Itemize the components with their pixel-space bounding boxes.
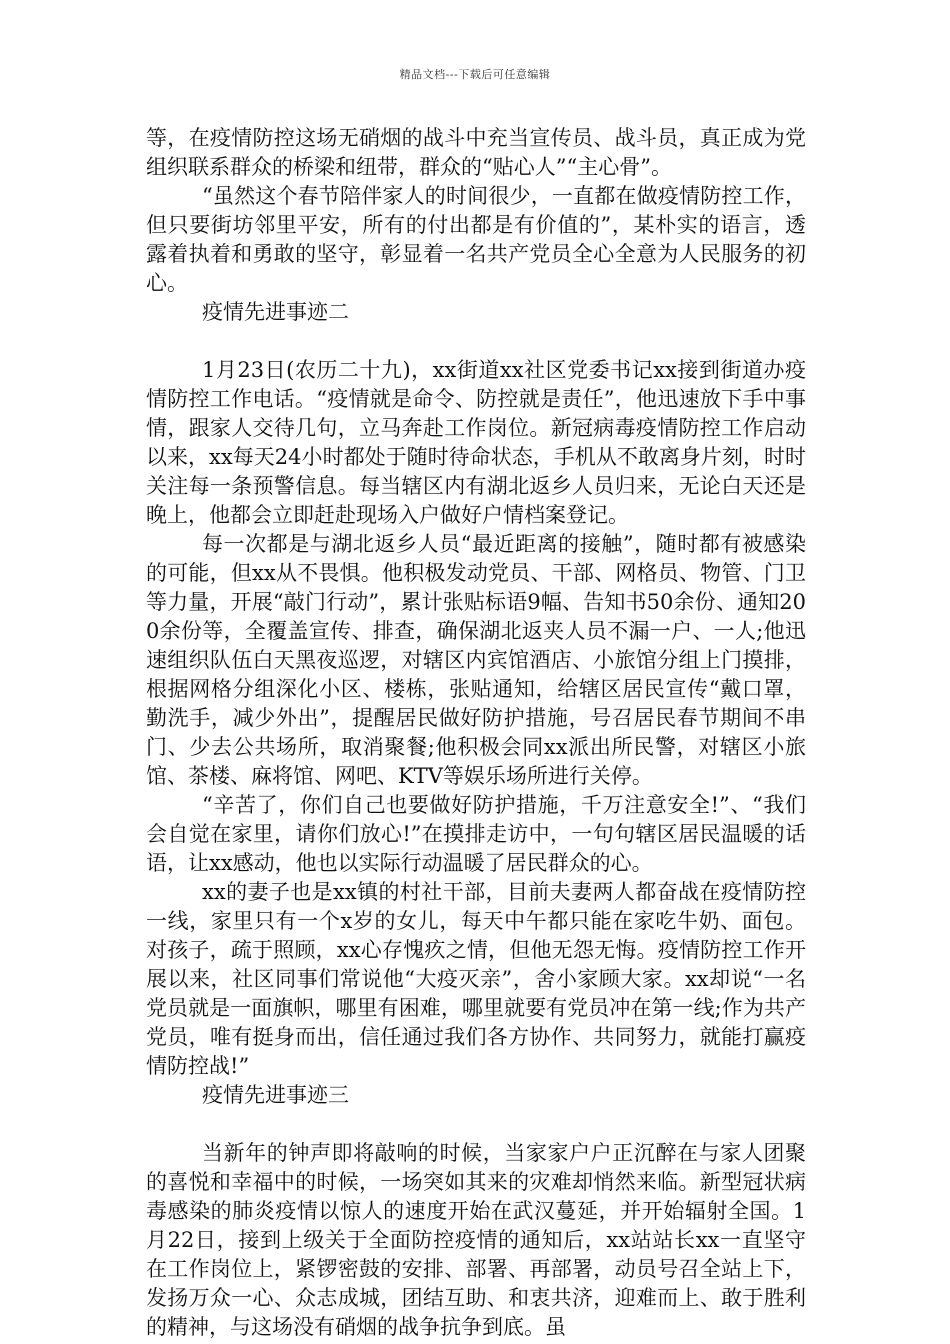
paragraph-2: “虽然这个春节陪伴家人的时间很少，一直都在做疫情防控工作，但只要街坊邻里平安，所有的付出都是有价值的”，某朴实的语言，透露着执着和勇敢的坚守，彰显着一名共产党员全心全意为人民服务的初心。 bbox=[146, 184, 806, 295]
paragraph-7: 当新年的钟声即将敲响的时候，当家家户户正沉醉在与家人团聚的喜悦和幸福中的时候，一场突如其来的灾难却悄然来临。新型冠状病毒感染的肺炎疫情以惊人的速度开始在武汉蔓延，并开始辐射全国。1月22日，接到上级关于全面防控疫情的通知后，xx站站长xx一直坚守在工作岗位上，紧锣密鼓的安排、部署、再部署，动员号召全站上下，发扬万众一心、众志成城，团结互助、和衷共济，迎难而上、敢于胜利的精神，与这场没有硝烟的战争抗争到底。虽 bbox=[146, 1141, 806, 1339]
paragraph-1: 等，在疫情防控这场无硝烟的战斗中充当宣传员、战斗员，真正成为党组织联系群众的桥梁和纽带，群众的“贴心人”“主心骨”。 bbox=[146, 126, 806, 179]
page-header: 精品文档---下载后可任意编辑 bbox=[399, 68, 551, 81]
paragraph-5: “辛苦了，你们自己也要做好防护措施，千万注意安全!”、“我们会自觉在家里，请你们放心!”在摸排走访中，一句句辖区居民温暖的话语，让xx感动，他也以实际行动温暖了居民群众的心。 bbox=[146, 793, 806, 875]
paragraph-3: 1月23日(农历二十九)，xx街道xx社区党委书记xx接到街道办疫情防控工作电话。“疫情就是命令、防控就是责任”，他迅速放下手中事情，跟家人交待几句，立马奔赴工作岗位。新冠病毒疫情防控工作启动以来，xx每天24小时都处于随时待命状态，手机从不敢离身片刻，时时关注每一条预警信息。每当辖区内有湖北返乡人员归来，无论白天还是晚上，他都会立即赶赴现场入户做好户情档案登记。 bbox=[146, 358, 806, 527]
paragraph-4: 每一次都是与湖北返乡人员“最近距离的接触”，随时都有被感染的可能，但xx从不畏惧。他积极发动党员、干部、网格员、物管、门卫等力量，开展“敲门行动”，累计张贴标语9幅、告知书50余份、通知200余份等，全覆盖宣传、排查，确保湖北返夹人员不漏一户、一人;他迅速组织队伍白天黑夜巡逻，对辖区内宾馆酒店、小旅馆分组上门摸排，根据网格分组深化小区、楼栋，张贴通知，给辖区居民宣传“戴口罩，勤洗手，减少外出”，提醒居民做好防护措施，号召居民春节期间不串门、少去公共场所，取消聚餐;他积极会同xx派出所民警，对辖区小旅馆、茶楼、麻将馆、网吧、KTV等娱乐场所进行关停。 bbox=[146, 532, 806, 788]
blank-line bbox=[146, 327, 806, 356]
paragraph-6: xx的妻子也是xx镇的村社干部，目前夫妻两人都奋战在疫情防控一线，家里只有一个x岁的女儿，每天中午都只能在家吃牛奶、面包。对孩子，疏于照顾，xx心存愧疚之情，但他无怨无悔。疫情防控工作开展以来，社区同事们常说他“大疫灭亲”，舍小家顾大家。xx却说“一名党员就是一面旗帜，哪里有困难，哪里就要有党员冲在第一线;作为共产党员，唯有挺身而出，信任通过我们各方协作、共同努力，就能打赢疫情防控战!” bbox=[146, 880, 806, 1078]
section-heading-3: 疫情先进事迹三 bbox=[202, 1083, 349, 1107]
blank-line bbox=[146, 1110, 806, 1139]
document-body bbox=[146, 124, 806, 1342]
section-heading-2: 疫情先进事迹二 bbox=[202, 300, 349, 324]
